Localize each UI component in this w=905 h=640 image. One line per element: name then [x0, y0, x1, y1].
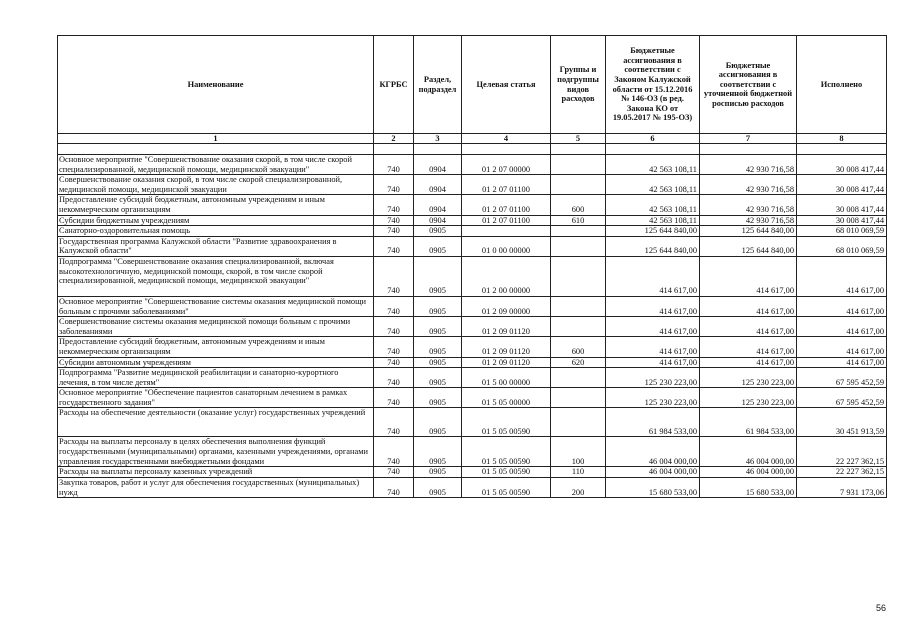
spacer-row: [58, 144, 887, 155]
cell-budget-refined: 414 617,00: [700, 317, 797, 337]
column-number: 1: [58, 134, 374, 144]
cell-budget-law: 42 563 108,11: [606, 175, 700, 195]
cell-kgrbs: 740: [374, 408, 414, 437]
cell-section: 0905: [414, 357, 462, 368]
cell-target: [462, 226, 551, 237]
cell-budget-refined: 414 617,00: [700, 357, 797, 368]
column-number: 8: [797, 134, 887, 144]
cell-budget-law: 42 563 108,11: [606, 155, 700, 175]
cell-executed: 7 931 173,06: [797, 478, 887, 498]
cell-section: 0905: [414, 408, 462, 437]
table-row: [58, 236, 887, 256]
cell-executed: 414 617,00: [797, 256, 887, 296]
cell-kgrbs: 740: [374, 226, 414, 237]
cell-group: [551, 256, 606, 296]
cell-budget-law: 414 617,00: [606, 337, 700, 357]
cell-target: 01 2 09 01120: [462, 337, 551, 357]
cell-budget-refined: 414 617,00: [700, 296, 797, 316]
cell-kgrbs: 740: [374, 337, 414, 357]
table-body: [58, 155, 887, 498]
cell-group: [551, 236, 606, 256]
cell-target: 01 5 05 00590: [462, 467, 551, 478]
header-kgrbs: КГРБС: [374, 36, 414, 134]
cell-executed: 30 008 417,44: [797, 195, 887, 215]
cell-target: 01 5 05 00590: [462, 437, 551, 467]
cell-section: 0905: [414, 368, 462, 388]
cell-group: 100: [551, 437, 606, 467]
cell-target: 01 5 05 00000: [462, 388, 551, 408]
cell-group: 610: [551, 215, 606, 226]
cell-kgrbs: 740: [374, 467, 414, 478]
cell-budget-refined: 414 617,00: [700, 256, 797, 296]
cell-target: 01 2 00 00000: [462, 256, 551, 296]
cell-section: 0904: [414, 155, 462, 175]
cell-budget-refined: 46 004 000,00: [700, 437, 797, 467]
cell-target: 01 0 00 00000: [462, 236, 551, 256]
cell-name: Расходы на выплаты персоналу казенных учреждений: [58, 467, 374, 478]
cell-name: Расходы на выплаты персоналу в целях обеспечения выполнения функций государственными (муниципальными) органами, казенными учреждениями, органами управления государственными внебюджетными фондами: [58, 437, 374, 467]
cell-target: 01 2 09 01120: [462, 317, 551, 337]
cell-target: 01 2 07 01100: [462, 215, 551, 226]
cell-executed: 67 595 452,59: [797, 368, 887, 388]
budget-execution-table: [57, 35, 887, 498]
table-row: [58, 388, 887, 408]
header-group: Группы и подгруппы видов расходов: [551, 36, 606, 134]
cell-name: Расходы на обеспечение деятельности (оказание услуг) государственных учреждений: [58, 408, 374, 437]
cell-budget-law: 125 644 840,00: [606, 226, 700, 237]
column-number: 6: [606, 134, 700, 144]
cell-section: 0904: [414, 175, 462, 195]
cell-section: 0904: [414, 195, 462, 215]
cell-kgrbs: 740: [374, 195, 414, 215]
cell-group: [551, 388, 606, 408]
cell-budget-refined: 125 644 840,00: [700, 226, 797, 237]
cell-budget-law: 414 617,00: [606, 357, 700, 368]
table-row: [58, 215, 887, 226]
cell-executed: 30 008 417,44: [797, 175, 887, 195]
cell-executed: 414 617,00: [797, 296, 887, 316]
cell-group: [551, 408, 606, 437]
cell-section: 0905: [414, 478, 462, 498]
cell-group: 600: [551, 195, 606, 215]
cell-executed: 30 451 913,59: [797, 408, 887, 437]
cell-target: 01 5 00 00000: [462, 368, 551, 388]
header-executed: Исполнено: [797, 36, 887, 134]
cell-kgrbs: 740: [374, 368, 414, 388]
cell-target: 01 2 09 00000: [462, 296, 551, 316]
cell-group: [551, 226, 606, 237]
cell-budget-refined: 46 004 000,00: [700, 467, 797, 478]
table-row: [58, 195, 887, 215]
header-row: [58, 36, 887, 134]
cell-executed: 414 617,00: [797, 317, 887, 337]
column-number: 7: [700, 134, 797, 144]
cell-kgrbs: 740: [374, 317, 414, 337]
header-budget-refined: Бюджетные ассигнования в соответствии с уточненной бюджетной росписью расходов: [700, 36, 797, 134]
cell-budget-refined: 125 230 223,00: [700, 368, 797, 388]
table-row: [58, 467, 887, 478]
cell-budget-refined: 42 930 716,58: [700, 175, 797, 195]
cell-budget-law: 414 617,00: [606, 296, 700, 316]
cell-kgrbs: 740: [374, 296, 414, 316]
cell-budget-law: 46 004 000,00: [606, 467, 700, 478]
cell-executed: 68 010 069,59: [797, 236, 887, 256]
cell-section: 0905: [414, 437, 462, 467]
cell-budget-law: 125 644 840,00: [606, 236, 700, 256]
header-budget-law: Бюджетные ассигнования в соответствии с Законом Калужской области от 15.12.2016 № 146-ОЗ (в ред. Закона КО от 19.05.2017 № 195-ОЗ): [606, 36, 700, 134]
cell-kgrbs: 740: [374, 388, 414, 408]
column-number-row: [58, 134, 887, 144]
cell-section: 0905: [414, 317, 462, 337]
table-row: [58, 296, 887, 316]
cell-budget-law: 125 230 223,00: [606, 368, 700, 388]
cell-section: 0904: [414, 215, 462, 226]
table-row: [58, 317, 887, 337]
column-number: 3: [414, 134, 462, 144]
cell-kgrbs: 740: [374, 155, 414, 175]
cell-section: 0905: [414, 388, 462, 408]
cell-budget-refined: 42 930 716,58: [700, 195, 797, 215]
cell-name: Основное мероприятие "Обеспечение пациентов санаторным лечением в рамках государственного задания": [58, 388, 374, 408]
cell-executed: 67 595 452,59: [797, 388, 887, 408]
column-number: 2: [374, 134, 414, 144]
cell-executed: 22 227 362,15: [797, 467, 887, 478]
table-row: [58, 155, 887, 175]
table-row: [58, 337, 887, 357]
table-row: [58, 357, 887, 368]
cell-budget-law: 414 617,00: [606, 256, 700, 296]
cell-section: 0905: [414, 337, 462, 357]
cell-name: Подпрограмма "Развитие медицинской реабилитации и санаторно-курортного лечения, в том числе детям": [58, 368, 374, 388]
table-row: [58, 478, 887, 498]
cell-name: Субсидии автономным учреждениям: [58, 357, 374, 368]
cell-budget-law: 15 680 533,00: [606, 478, 700, 498]
cell-group: 110: [551, 467, 606, 478]
cell-budget-law: 42 563 108,11: [606, 195, 700, 215]
cell-name: Предоставление субсидий бюджетным, автономным учреждениям и иным некоммерческим организациям: [58, 195, 374, 215]
cell-group: [551, 296, 606, 316]
cell-budget-refined: 125 230 223,00: [700, 388, 797, 408]
cell-group: 200: [551, 478, 606, 498]
cell-budget-refined: 414 617,00: [700, 337, 797, 357]
cell-executed: 68 010 069,59: [797, 226, 887, 237]
cell-name: Основное мероприятие "Совершенствование оказания скорой, в том числе скорой специализированной, медицинской помощи, медицинской эвакуации": [58, 155, 374, 175]
cell-section: 0905: [414, 226, 462, 237]
cell-kgrbs: 740: [374, 236, 414, 256]
cell-executed: 30 008 417,44: [797, 155, 887, 175]
cell-budget-law: 125 230 223,00: [606, 388, 700, 408]
table-row: [58, 408, 887, 437]
cell-executed: 30 008 417,44: [797, 215, 887, 226]
cell-name: Предоставление субсидий бюджетным, автономным учреждениям и иным некоммерческим организациям: [58, 337, 374, 357]
cell-name: Основное мероприятие "Совершенствование системы оказания медицинской помощи больным с прочими заболеваниями": [58, 296, 374, 316]
cell-name: Совершенствование системы оказания медицинской помощи больным с прочими заболеваниями: [58, 317, 374, 337]
table-row: [58, 368, 887, 388]
cell-section: 0905: [414, 236, 462, 256]
cell-kgrbs: 740: [374, 215, 414, 226]
cell-group: 600: [551, 337, 606, 357]
header-section: Раздел, подраздел: [414, 36, 462, 134]
page-number: 56: [875, 603, 886, 613]
cell-group: [551, 155, 606, 175]
cell-budget-refined: 15 680 533,00: [700, 478, 797, 498]
table-row: [58, 175, 887, 195]
cell-kgrbs: 740: [374, 437, 414, 467]
cell-budget-law: 42 563 108,11: [606, 215, 700, 226]
cell-name: Закупка товаров, работ и услуг для обеспечения государственных (муниципальных) нужд: [58, 478, 374, 498]
cell-kgrbs: 740: [374, 175, 414, 195]
cell-budget-refined: 125 644 840,00: [700, 236, 797, 256]
cell-target: 01 5 05 00590: [462, 408, 551, 437]
cell-kgrbs: 740: [374, 357, 414, 368]
cell-budget-refined: 42 930 716,58: [700, 155, 797, 175]
cell-group: 620: [551, 357, 606, 368]
cell-name: Субсидии бюджетным учреждениям: [58, 215, 374, 226]
cell-section: 0905: [414, 296, 462, 316]
table-row: [58, 226, 887, 237]
cell-name: Совершенствование оказания скорой, в том числе скорой специализированной, медицинской помощи, медицинской эвакуации: [58, 175, 374, 195]
cell-section: 0905: [414, 256, 462, 296]
column-number: 5: [551, 134, 606, 144]
table-row: [58, 437, 887, 467]
cell-budget-law: 414 617,00: [606, 317, 700, 337]
table-row: [58, 256, 887, 296]
cell-budget-law: 61 984 533,00: [606, 408, 700, 437]
cell-kgrbs: 740: [374, 478, 414, 498]
cell-target: 01 2 07 00000: [462, 155, 551, 175]
header-name: Наименование: [58, 36, 374, 134]
cell-section: 0905: [414, 467, 462, 478]
cell-name: Государственная программа Калужской области "Развитие здравоохранения в Калужской области": [58, 236, 374, 256]
cell-budget-refined: 61 984 533,00: [700, 408, 797, 437]
cell-budget-refined: 42 930 716,58: [700, 215, 797, 226]
header-target: Целевая статья: [462, 36, 551, 134]
cell-group: [551, 175, 606, 195]
cell-executed: 414 617,00: [797, 337, 887, 357]
cell-executed: 414 617,00: [797, 357, 887, 368]
cell-target: 01 2 09 01120: [462, 357, 551, 368]
cell-target: 01 2 07 01100: [462, 175, 551, 195]
cell-target: 01 2 07 01100: [462, 195, 551, 215]
cell-name: Санаторно-оздоровительная помощь: [58, 226, 374, 237]
cell-name: Подпрограмма "Совершенствование оказания специализированной, включая высокотехнологичную, медицинской помощи, скорой, в том числе скорой специализированной, медицинской помощи, медицинской эвакуации": [58, 256, 374, 296]
cell-kgrbs: 740: [374, 256, 414, 296]
cell-group: [551, 368, 606, 388]
cell-group: [551, 317, 606, 337]
column-number: 4: [462, 134, 551, 144]
cell-executed: 22 227 362,15: [797, 437, 887, 467]
cell-budget-law: 46 004 000,00: [606, 437, 700, 467]
cell-target: 01 5 05 00590: [462, 478, 551, 498]
